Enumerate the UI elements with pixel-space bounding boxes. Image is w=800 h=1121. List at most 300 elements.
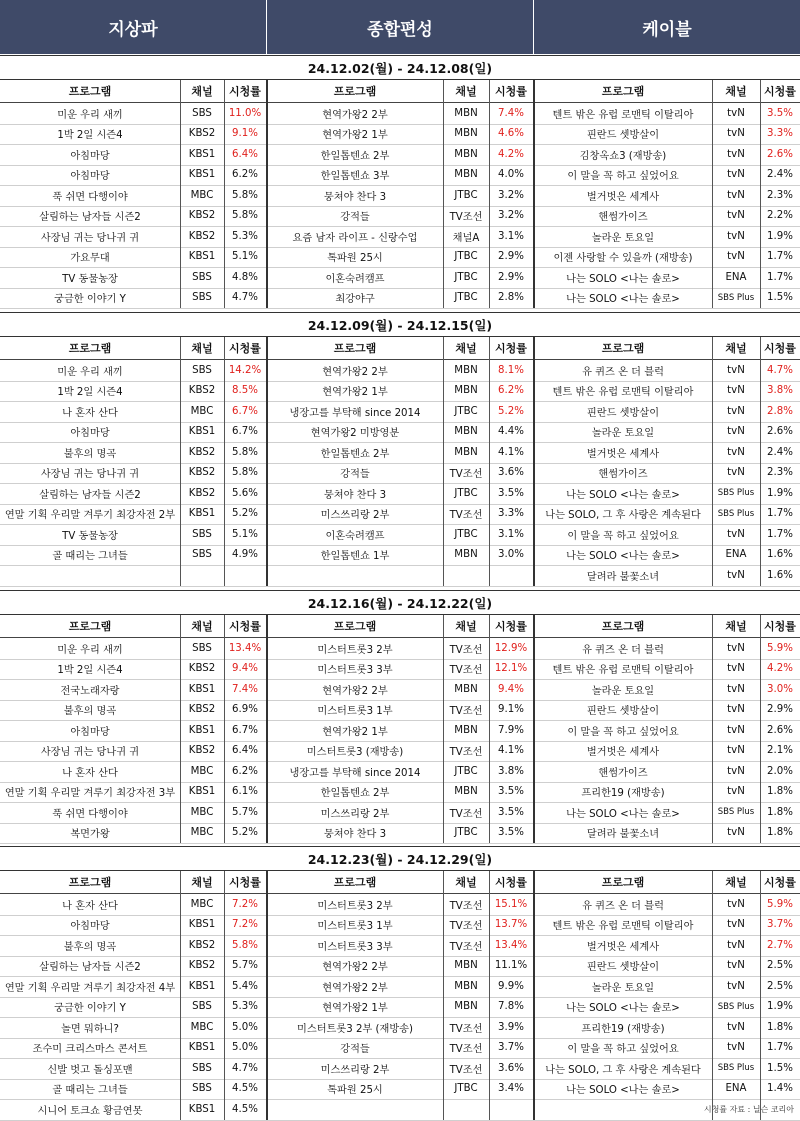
cable-channel-cell: tvN — [727, 148, 745, 160]
general-program-cell: 현역가왕2 미방영분 — [310, 428, 400, 440]
cable-rating-cell: 1.7% — [767, 508, 793, 520]
general-rating-cell: 3.8% — [498, 765, 524, 777]
column-divider — [180, 615, 181, 843]
general-channel-cell: MBN — [454, 446, 478, 458]
column-header-program: 프로그램 — [68, 85, 112, 98]
terrestrial-channel-cell: KBS2 — [188, 230, 216, 242]
general-rating-cell: 6.2% — [498, 385, 524, 397]
section-divider — [533, 80, 535, 308]
cable-rating-cell: 4.7% — [767, 364, 793, 376]
cable-program-cell: 핀란드 셋방살이 — [586, 706, 660, 718]
column-header-program: 프로그램 — [68, 876, 112, 889]
general-program-cell: 강적들 — [340, 212, 370, 224]
row-divider — [0, 843, 800, 844]
cable-program-cell: 벌거벗은 세계사 — [586, 448, 660, 460]
cable-channel-cell: tvN — [727, 724, 745, 736]
general-channel-cell: JTBC — [454, 487, 478, 499]
general-channel-cell: TV조선 — [449, 1064, 483, 1076]
general-rating-cell: 4.6% — [498, 128, 524, 140]
column-divider — [443, 80, 444, 308]
general-program-cell: 뭉쳐야 찬다 3 — [323, 191, 387, 203]
column-header-program: 프로그램 — [333, 85, 377, 98]
cable-channel-cell: tvN — [727, 528, 745, 540]
cable-rating-cell: 2.6% — [767, 148, 793, 160]
cable-rating-cell: 2.9% — [767, 704, 793, 716]
cable-channel-cell: tvN — [727, 169, 745, 181]
cable-rating-cell: 1.5% — [767, 1062, 793, 1074]
cable-rating-cell: 4.2% — [767, 663, 793, 675]
terrestrial-program-cell: 사장님 귀는 당나귀 귀 — [40, 232, 140, 244]
terrestrial-rating-cell: 11.0% — [228, 107, 262, 119]
terrestrial-program-cell: 1박 2일 시즌4 — [57, 665, 123, 677]
terrestrial-channel-cell: SBS — [192, 1083, 212, 1095]
cable-channel-cell: tvN — [727, 898, 745, 910]
general-rating-cell: 4.0% — [498, 169, 524, 181]
column-divider — [180, 80, 181, 308]
terrestrial-channel-cell: KBS1 — [188, 169, 216, 181]
cable-channel-cell: tvN — [727, 385, 745, 397]
terrestrial-channel-cell: KBS2 — [188, 704, 216, 716]
general-channel-cell: MBN — [454, 549, 478, 561]
terrestrial-program-cell: 궁금한 이야기 Y — [54, 1003, 126, 1015]
general-channel-cell: JTBC — [454, 765, 478, 777]
general-channel-cell: TV조선 — [449, 900, 483, 912]
terrestrial-rating-cell: 5.3% — [232, 230, 258, 242]
column-divider — [443, 615, 444, 843]
terrestrial-channel-cell: KBS2 — [188, 385, 216, 397]
cable-channel-cell: ENA — [725, 549, 747, 561]
terrestrial-rating-cell: 4.5% — [232, 1083, 258, 1095]
general-channel-cell: MBN — [454, 786, 478, 798]
column-header-rating: 시청률 — [229, 342, 261, 355]
cable-channel-cell: tvN — [727, 683, 745, 695]
column-header-rating: 시청률 — [229, 85, 261, 98]
terrestrial-rating-cell: 6.1% — [232, 786, 258, 798]
terrestrial-channel-cell: KBS1 — [188, 1103, 216, 1115]
terrestrial-rating-cell: 4.5% — [232, 1103, 258, 1115]
general-program-cell: 톡파원 25시 — [327, 1085, 383, 1097]
general-rating-cell: 7.4% — [498, 107, 524, 119]
column-header-program: 프로그램 — [333, 620, 377, 633]
terrestrial-rating-cell: 5.7% — [232, 806, 258, 818]
terrestrial-channel-cell: KBS1 — [188, 683, 216, 695]
cable-channel-cell: tvN — [727, 405, 745, 417]
cable-rating-cell: 3.8% — [767, 385, 793, 397]
general-channel-cell: TV조선 — [449, 644, 483, 656]
cable-program-cell: 핸썸가이즈 — [598, 767, 648, 779]
cable-channel-cell: SBS Plus — [717, 807, 755, 818]
general-program-cell: 미스터트롯3 1부 — [317, 706, 393, 718]
general-rating-cell: 3.2% — [498, 210, 524, 222]
general-program-cell: 미스터트롯3 (재방송) — [306, 747, 404, 759]
terrestrial-channel-cell: KBS2 — [188, 960, 216, 972]
cable-rating-cell: 1.9% — [767, 487, 793, 499]
cable-program-cell: 프리한19 (재방송) — [581, 1023, 665, 1035]
section-divider — [533, 615, 535, 843]
general-channel-cell: TV조선 — [449, 941, 483, 953]
cable-rating-cell: 3.7% — [767, 919, 793, 931]
cable-rating-cell: 1.6% — [767, 549, 793, 561]
general-channel-cell: JTBC — [454, 528, 478, 540]
terrestrial-rating-cell: 6.2% — [232, 765, 258, 777]
general-channel-cell: MBN — [454, 385, 478, 397]
general-rating-cell: 13.4% — [494, 939, 528, 951]
cable-program-cell: 유 퀴즈 온 더 블럭 — [582, 644, 664, 656]
column-divider — [443, 337, 444, 586]
column-header-program: 프로그램 — [333, 876, 377, 889]
cable-channel-cell: tvN — [727, 189, 745, 201]
general-rating-cell: 3.4% — [498, 1083, 524, 1095]
general-program-cell: 미스터트롯3 3부 — [317, 941, 393, 953]
general-channel-cell: MBN — [454, 128, 478, 140]
general-program-cell: 현역가왕2 2부 — [322, 685, 388, 697]
column-header-rating: 시청률 — [229, 620, 261, 633]
terrestrial-rating-cell: 6.7% — [232, 405, 258, 417]
week-date-range: 24.12.23(월) - 24.12.29(일) — [0, 846, 800, 871]
column-divider — [224, 337, 225, 586]
cable-program-cell: 핸썸가이즈 — [598, 212, 648, 224]
terrestrial-program-cell: 아침마당 — [70, 150, 110, 162]
terrestrial-channel-cell: KBS2 — [188, 487, 216, 499]
header-terrestrial: 지상파 — [0, 0, 266, 54]
general-channel-cell — [443, 1099, 489, 1120]
terrestrial-program-cell: 푹 쉬면 다행이야 — [52, 191, 128, 203]
general-program-cell: 냉장고를 부탁해 since 2014 — [289, 767, 421, 779]
terrestrial-channel-cell: KBS2 — [188, 446, 216, 458]
terrestrial-channel-cell: MBC — [190, 765, 214, 777]
terrestrial-program-cell: 시니어 토크쇼 황금연못 — [37, 1105, 143, 1117]
cable-channel-cell: tvN — [727, 745, 745, 757]
general-program-cell: 현역가왕2 1부 — [322, 726, 388, 738]
terrestrial-rating-cell: 5.8% — [232, 210, 258, 222]
general-program-cell: 강적들 — [340, 469, 370, 481]
general-rating-cell: 5.2% — [498, 405, 524, 417]
cable-rating-cell: 2.0% — [767, 765, 793, 777]
cable-rating-cell: 2.7% — [767, 939, 793, 951]
general-program-cell: 냉장고를 부탁해 since 2014 — [289, 407, 421, 419]
terrestrial-program-cell: 놀면 뭐하니? — [61, 1023, 119, 1035]
general-program-cell: 미스터트롯3 2부 (재방송) — [297, 1023, 413, 1035]
column-divider — [180, 871, 181, 1120]
terrestrial-rating-cell: 5.2% — [232, 508, 258, 520]
terrestrial-program-cell: 미운 우리 새끼 — [57, 644, 123, 656]
column-divider — [760, 615, 761, 843]
cable-program-cell: 놀라운 토요일 — [591, 685, 655, 697]
terrestrial-rating-cell: 7.4% — [232, 683, 258, 695]
cable-rating-cell: 2.6% — [767, 426, 793, 438]
general-channel-cell — [443, 565, 489, 586]
terrestrial-rating-cell: 6.9% — [232, 704, 258, 716]
terrestrial-rating-cell: 7.2% — [232, 898, 258, 910]
terrestrial-program-cell: 사장님 귀는 당나귀 귀 — [40, 747, 140, 759]
general-rating-cell: 15.1% — [494, 898, 528, 910]
terrestrial-channel-cell — [180, 565, 224, 586]
general-program-cell — [267, 565, 443, 586]
general-program-cell: 미스쓰리랑 2부 — [320, 808, 390, 820]
cable-rating-cell: 1.7% — [767, 528, 793, 540]
general-program-cell: 미스쓰리랑 2부 — [320, 510, 390, 522]
general-channel-cell: JTBC — [454, 271, 478, 283]
general-rating-cell: 9.4% — [498, 683, 524, 695]
general-channel-cell: TV조선 — [449, 921, 483, 933]
general-program-cell: 한일톱텐쇼 3부 — [320, 171, 390, 183]
general-rating-cell: 9.1% — [498, 704, 524, 716]
cable-channel-cell: tvN — [727, 765, 745, 777]
terrestrial-program-cell: 나 혼자 산다 — [62, 407, 118, 419]
terrestrial-channel-cell: MBC — [190, 405, 214, 417]
column-divider — [760, 337, 761, 586]
general-program-cell: 현역가왕2 2부 — [322, 109, 388, 121]
column-header-channel: 채널 — [725, 342, 747, 355]
cable-channel-cell: tvN — [727, 426, 745, 438]
cable-rating-cell: 2.8% — [767, 405, 793, 417]
terrestrial-program-cell: 연말 기획 우리말 겨루기 최강자전 2부 — [4, 510, 176, 522]
column-divider — [712, 615, 713, 843]
column-header-channel: 채널 — [191, 620, 213, 633]
terrestrial-channel-cell: SBS — [192, 271, 212, 283]
terrestrial-program-cell: 미운 우리 새끼 — [57, 109, 123, 121]
terrestrial-rating-cell: 13.4% — [228, 642, 262, 654]
terrestrial-rating-cell: 5.7% — [232, 960, 258, 972]
cable-program-cell: 핸썸가이즈 — [598, 469, 648, 481]
column-header-channel: 채널 — [455, 85, 477, 98]
terrestrial-channel-cell: SBS — [192, 364, 212, 376]
terrestrial-rating-cell: 5.0% — [232, 1042, 258, 1054]
cable-channel-cell: SBS Plus — [717, 508, 755, 519]
column-header-program: 프로그램 — [68, 342, 112, 355]
column-header-channel: 채널 — [455, 620, 477, 633]
column-header-channel: 채널 — [455, 342, 477, 355]
general-program-cell: 미스터트롯3 2부 — [317, 644, 393, 656]
terrestrial-program-cell: 아침마당 — [70, 428, 110, 440]
cable-channel-cell: tvN — [727, 569, 745, 581]
general-rating-cell: 3.5% — [498, 786, 524, 798]
column-header-rating: 시청률 — [764, 876, 796, 889]
section-divider — [266, 337, 268, 586]
cable-channel-cell: tvN — [727, 467, 745, 479]
section-divider — [266, 80, 268, 308]
terrestrial-channel-cell: SBS — [192, 642, 212, 654]
cable-rating-cell: 1.6% — [767, 569, 793, 581]
general-rating-cell: 3.6% — [498, 467, 524, 479]
column-divider — [712, 337, 713, 586]
general-rating-cell: 3.9% — [498, 1021, 524, 1033]
general-channel-cell: MBN — [454, 148, 478, 160]
column-divider — [224, 80, 225, 308]
terrestrial-rating-cell: 5.0% — [232, 1021, 258, 1033]
cable-program-cell: 나는 SOLO <나는 솔로> — [566, 489, 680, 501]
general-channel-cell: MBN — [454, 980, 478, 992]
cable-rating-cell: 2.3% — [767, 467, 793, 479]
cable-program-cell: 이 말을 꼭 하고 싶었어요 — [567, 530, 679, 542]
terrestrial-program-cell: 푹 쉬면 다행이야 — [52, 808, 128, 820]
cable-rating-cell: 1.4% — [767, 1083, 793, 1095]
general-program-cell: 미스터트롯3 2부 — [317, 900, 393, 912]
general-rating-cell: 12.1% — [494, 663, 528, 675]
general-rating-cell: 7.9% — [498, 724, 524, 736]
general-rating-cell: 4.4% — [498, 426, 524, 438]
column-header-rating: 시청률 — [764, 620, 796, 633]
general-rating-cell: 3.5% — [498, 487, 524, 499]
cable-channel-cell: tvN — [727, 939, 745, 951]
terrestrial-rating-cell: 5.8% — [232, 939, 258, 951]
general-rating-cell: 4.1% — [498, 745, 524, 757]
cable-rating-cell: 1.8% — [767, 827, 793, 839]
terrestrial-program-cell: 아침마당 — [70, 726, 110, 738]
terrestrial-rating-cell: 6.7% — [232, 724, 258, 736]
general-channel-cell: MBN — [454, 724, 478, 736]
terrestrial-channel-cell: MBC — [190, 806, 214, 818]
general-channel-cell: JTBC — [454, 251, 478, 263]
terrestrial-program-cell: TV 동물농장 — [62, 530, 118, 542]
column-header-rating: 시청률 — [495, 876, 527, 889]
terrestrial-rating-cell: 4.7% — [232, 292, 258, 304]
general-rating-cell: 2.9% — [498, 271, 524, 283]
terrestrial-channel-cell: MBC — [190, 827, 214, 839]
cable-channel-cell: SBS Plus — [717, 292, 755, 303]
cable-program-cell: 달려라 불꽃소녀 — [586, 571, 660, 583]
terrestrial-channel-cell: KBS1 — [188, 426, 216, 438]
cable-rating-cell: 2.5% — [767, 960, 793, 972]
general-rating-cell: 13.7% — [494, 919, 528, 931]
terrestrial-channel-cell: KBS1 — [188, 786, 216, 798]
section-divider — [266, 615, 268, 843]
general-channel-cell: JTBC — [454, 827, 478, 839]
cable-program-cell: 벌거벗은 세계사 — [586, 941, 660, 953]
terrestrial-channel-cell: KBS2 — [188, 939, 216, 951]
terrestrial-program-cell: 살림하는 남자들 시즌2 — [39, 489, 141, 501]
column-header-rating: 시청률 — [764, 85, 796, 98]
cable-channel-cell: tvN — [727, 786, 745, 798]
general-rating-cell: 12.9% — [494, 642, 528, 654]
cable-channel-cell: tvN — [727, 1042, 745, 1054]
source-note: 시청률 자료 : 닐슨 코리아 — [703, 1105, 794, 1114]
general-channel-cell: TV조선 — [449, 1044, 483, 1056]
general-program-cell: 한일톱텐쇼 2부 — [320, 150, 390, 162]
terrestrial-program-cell: 아침마당 — [70, 921, 110, 933]
terrestrial-program-cell: 나 혼자 산다 — [62, 900, 118, 912]
general-program-cell — [267, 1099, 443, 1120]
column-header-rating: 시청률 — [764, 342, 796, 355]
cable-program-cell: 나는 SOLO <나는 솔로> — [566, 273, 680, 285]
general-rating-cell: 3.2% — [498, 189, 524, 201]
terrestrial-channel-cell: KBS2 — [188, 467, 216, 479]
terrestrial-rating-cell: 5.6% — [232, 487, 258, 499]
terrestrial-program-cell: 불후의 명곡 — [63, 941, 117, 953]
cable-channel-cell: tvN — [727, 107, 745, 119]
terrestrial-channel-cell: SBS — [192, 107, 212, 119]
week-date-range: 24.12.02(월) - 24.12.08(일) — [0, 55, 800, 80]
terrestrial-program-cell: 연말 기획 우리말 겨루기 최강자전 3부 — [4, 788, 176, 800]
terrestrial-channel-cell: KBS1 — [188, 508, 216, 520]
cable-program-cell: 나는 SOLO <나는 솔로> — [566, 1085, 680, 1097]
terrestrial-program-cell: 불후의 명곡 — [63, 706, 117, 718]
column-divider — [712, 871, 713, 1120]
column-divider — [224, 615, 225, 843]
cable-program-cell: 놀라운 토요일 — [591, 428, 655, 440]
general-program-cell: 뭉쳐야 찬다 3 — [323, 829, 387, 841]
cable-channel-cell: SBS Plus — [717, 1063, 755, 1074]
terrestrial-program-cell: 신발 벗고 돌싱포맨 — [47, 1064, 133, 1076]
general-program-cell: 현역가왕2 1부 — [322, 1003, 388, 1015]
terrestrial-rating-cell: 5.3% — [232, 1001, 258, 1013]
column-header-channel: 채널 — [455, 876, 477, 889]
terrestrial-program-cell: 사장님 귀는 당나귀 귀 — [40, 469, 140, 481]
general-rating-cell: 3.3% — [498, 508, 524, 520]
general-program-cell: 미스터트롯3 1부 — [317, 921, 393, 933]
cable-channel-cell: tvN — [727, 364, 745, 376]
cable-program-cell: 텐트 밖은 유럽 로맨틱 이탈리아 — [552, 387, 694, 399]
column-header-program: 프로그램 — [333, 342, 377, 355]
terrestrial-rating-cell: 5.1% — [232, 528, 258, 540]
general-channel-cell: MBN — [454, 1001, 478, 1013]
cable-channel-cell: tvN — [727, 251, 745, 263]
section-divider — [266, 871, 268, 1120]
cable-rating-cell: 1.9% — [767, 230, 793, 242]
terrestrial-program-cell — [0, 565, 180, 586]
cable-program-cell: 나는 SOLO <나는 솔로> — [566, 808, 680, 820]
general-rating-cell: 9.9% — [498, 980, 524, 992]
general-channel-cell: TV조선 — [449, 808, 483, 820]
terrestrial-program-cell: 연말 기획 우리말 겨루기 최강자전 4부 — [4, 982, 176, 994]
terrestrial-channel-cell: MBC — [190, 1021, 214, 1033]
cable-rating-cell: 1.7% — [767, 1042, 793, 1054]
cable-rating-cell: 1.9% — [767, 1001, 793, 1013]
terrestrial-rating-cell: 4.8% — [232, 271, 258, 283]
cable-channel-cell: tvN — [727, 960, 745, 972]
terrestrial-channel-cell: KBS1 — [188, 148, 216, 160]
cable-program-cell: 핀란드 셋방살이 — [586, 407, 660, 419]
general-rating-cell — [489, 565, 533, 586]
terrestrial-channel-cell: KBS2 — [188, 128, 216, 140]
terrestrial-rating-cell: 4.7% — [232, 1062, 258, 1074]
cable-program-cell: 이 말을 꼭 하고 싶었어요 — [567, 1044, 679, 1056]
general-rating-cell: 7.8% — [498, 1001, 524, 1013]
cable-program-cell: 나는 SOLO, 그 후 사랑은 계속된다 — [545, 510, 701, 522]
row-divider — [0, 586, 800, 587]
general-rating-cell: 3.1% — [498, 528, 524, 540]
cable-program-cell: 놀라운 토요일 — [591, 232, 655, 244]
general-channel-cell: MBN — [454, 960, 478, 972]
general-program-cell: 미스쓰리랑 2부 — [320, 1064, 390, 1076]
column-divider — [489, 80, 490, 308]
cable-channel-cell: tvN — [727, 128, 745, 140]
general-rating-cell: 2.9% — [498, 251, 524, 263]
cable-channel-cell: ENA — [725, 1083, 747, 1095]
general-rating-cell: 4.2% — [498, 148, 524, 160]
cable-program-cell — [534, 1099, 712, 1120]
terrestrial-program-cell: TV 동물농장 — [62, 273, 118, 285]
terrestrial-program-cell: 전국노래자랑 — [60, 685, 120, 697]
column-divider — [712, 80, 713, 308]
section-divider — [533, 871, 535, 1120]
terrestrial-rating-cell: 9.1% — [232, 128, 258, 140]
header-general-programming: 종합편성 — [267, 0, 533, 54]
general-channel-cell: TV조선 — [449, 747, 483, 759]
terrestrial-channel-cell: SBS — [192, 292, 212, 304]
general-program-cell: 현역가왕2 1부 — [322, 130, 388, 142]
general-program-cell: 현역가왕2 2부 — [322, 962, 388, 974]
terrestrial-channel-cell: SBS — [192, 1001, 212, 1013]
terrestrial-program-cell: 나 혼자 산다 — [62, 767, 118, 779]
terrestrial-channel-cell: KBS1 — [188, 251, 216, 263]
terrestrial-rating-cell: 7.2% — [232, 919, 258, 931]
cable-program-cell: 텐트 밖은 유럽 로맨틱 이탈리아 — [552, 921, 694, 933]
cable-rating-cell: 2.4% — [767, 169, 793, 181]
cable-channel-cell: tvN — [727, 827, 745, 839]
terrestrial-program-cell: 불후의 명곡 — [63, 448, 117, 460]
cable-program-cell: 나는 SOLO, 그 후 사랑은 계속된다 — [545, 1064, 701, 1076]
